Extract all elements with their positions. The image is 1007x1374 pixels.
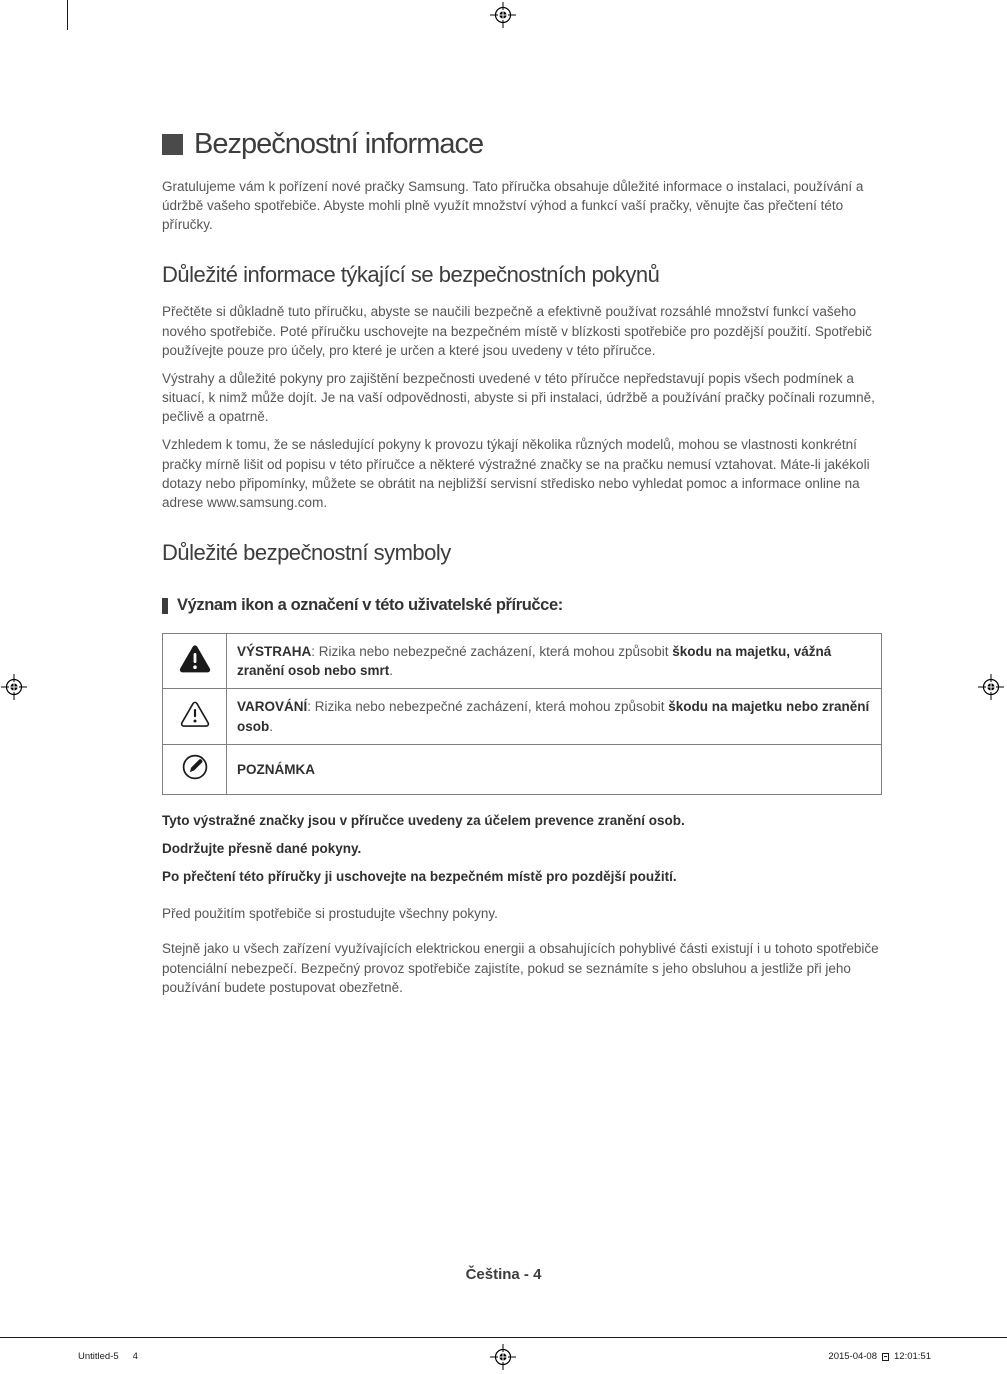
page-content [162, 128, 882, 1006]
warning-triangle-filled-icon [178, 644, 212, 674]
page-number-label: Čeština - 4 [465, 1266, 542, 1283]
icon-cell [163, 634, 227, 689]
symbol-text: : Rizika nebo nebezpečné zacházení, která mohou způsobit [307, 699, 669, 715]
section-heading-safety-instructions: Důležité informace týkající se bezpečnostních pokynů [162, 262, 660, 288]
table-row [163, 634, 882, 689]
print-time: 12:01:51 [894, 1351, 931, 1362]
table-cell [227, 634, 882, 689]
print-footer-left [78, 1351, 138, 1362]
section-heading-safety-symbols: Důležité bezpečnostní symboly [162, 540, 451, 566]
subsection-bar-bullet [162, 598, 168, 614]
page-title-text: Bezpečnostní informace [194, 128, 484, 160]
symbol-text: : Rizika nebo nebezpečné zacházení, která mohou způsobit [311, 644, 673, 660]
subsection-heading-text: Význam ikon a označení v této uživatelské příručce: [177, 596, 563, 615]
registration-mark-icon [978, 674, 1004, 700]
print-footer-right [828, 1351, 931, 1362]
symbol-text-end: . [389, 663, 394, 679]
registration-mark-icon [1, 674, 27, 700]
symbol-label: VAROVÁNÍ [237, 699, 308, 715]
emphasis-line: Tyto výstražné značky jsou v příručce uvedeny za účelem prevence zranění osob. [162, 812, 685, 828]
emphasis-line: Po přečtení této příručky ji uschovejte na bezpečném místě pro pozdější použití. [162, 869, 677, 885]
crop-mark-icon [67, 0, 68, 30]
paragraph: Přečtěte si důkladně tuto příručku, abyste se naučili bezpečně a efektivně používat rozsáhlé množství funkcí vašeho nového spotřebiče. Poté příručku uschovejte na bezpečném místě v blízkosti spotřebiče pro pozdější použití. Spotřebič používejte pouze pro účely, pro které je určen a které jsou uvedeny v této příručce. [162, 304, 872, 358]
table-cell [227, 689, 882, 744]
page-title [162, 128, 882, 161]
registration-mark-icon [490, 1344, 516, 1370]
symbol-label: POZNÁMKA [237, 761, 315, 777]
title-square-bullet [162, 134, 183, 155]
registration-mark-icon [490, 2, 516, 28]
warning-triangle-outline-icon [180, 701, 210, 727]
table-cell [227, 744, 882, 794]
print-date: 2015-04-08 [828, 1351, 878, 1362]
print-page-number: 4 [132, 1351, 138, 1362]
intro-paragraph: Gratulujeme vám k pořízení nové pračky Samsung. Tato příručka obsahuje důležité informace o instalaci, používání a údržbě vašeho spotřebiče. Abyste mohli plně využít množství výhod a funkcí vaší pračky, věnujte čas přečtení této příručky. [162, 179, 864, 233]
subsection-heading [162, 596, 882, 615]
safety-symbols-table [162, 633, 882, 795]
paragraph: Vzhledem k tomu, že se následující pokyny k provozu týkají několika různých modelů, mohou se vlastnosti konkrétní pračky mírně lišit od popisu v této příručce a některé výstražné značky se na pračku nemusí vztahovat. Máte-li jakékoli dotazy nebo připomínky, můžete se obrátit na nejbližší servisní středisko nebo vyhledat pomoc a informace online na adrese www.samsung.com. [162, 437, 870, 510]
table-row [163, 744, 882, 794]
icon-cell [163, 689, 227, 744]
emphasis-line: Dodržujte přesně dané pokyny. [162, 840, 362, 856]
table-row [163, 689, 882, 744]
icon-cell [163, 744, 227, 794]
paragraph: Stejně jako u všech zařízení využívajících elektrickou energii a obsahujících pohyblivé části existují i u tohoto spotřebiče potenciální nebezpečí. Bezpečný provoz spotřebiče zajistíte, pokud se seznámíte s jeho obsluhou a jestliže při jeho používání budete postupovat obezřetně. [162, 941, 879, 995]
symbol-text-bold: škodu na majetku nebo zranění osob [237, 699, 870, 734]
clock-icon [882, 1353, 889, 1361]
print-footer-rule [0, 1337, 1007, 1338]
symbol-label: VÝSTRAHA [237, 644, 312, 660]
print-file-name: Untitled-5 [78, 1351, 119, 1362]
paragraph: Výstrahy a důležité pokyny pro zajištění bezpečnosti uvedené v této příručce nepředstavují popis všech podmínek a situací, k nimž může dojít. Je na vaší odpovědnosti, abyste si při instalaci, údržbě a používání pračky počínali rozumně, pečlivě a opatrně. [162, 370, 875, 425]
symbol-text-end: . [269, 718, 274, 734]
symbol-text-bold: škodu na majetku, vážná zranění osob nebo smrt [237, 644, 832, 679]
paragraph: Před použitím spotřebiče si prostudujte všechny pokyny. [162, 906, 498, 922]
note-pencil-circle-icon [181, 753, 209, 781]
